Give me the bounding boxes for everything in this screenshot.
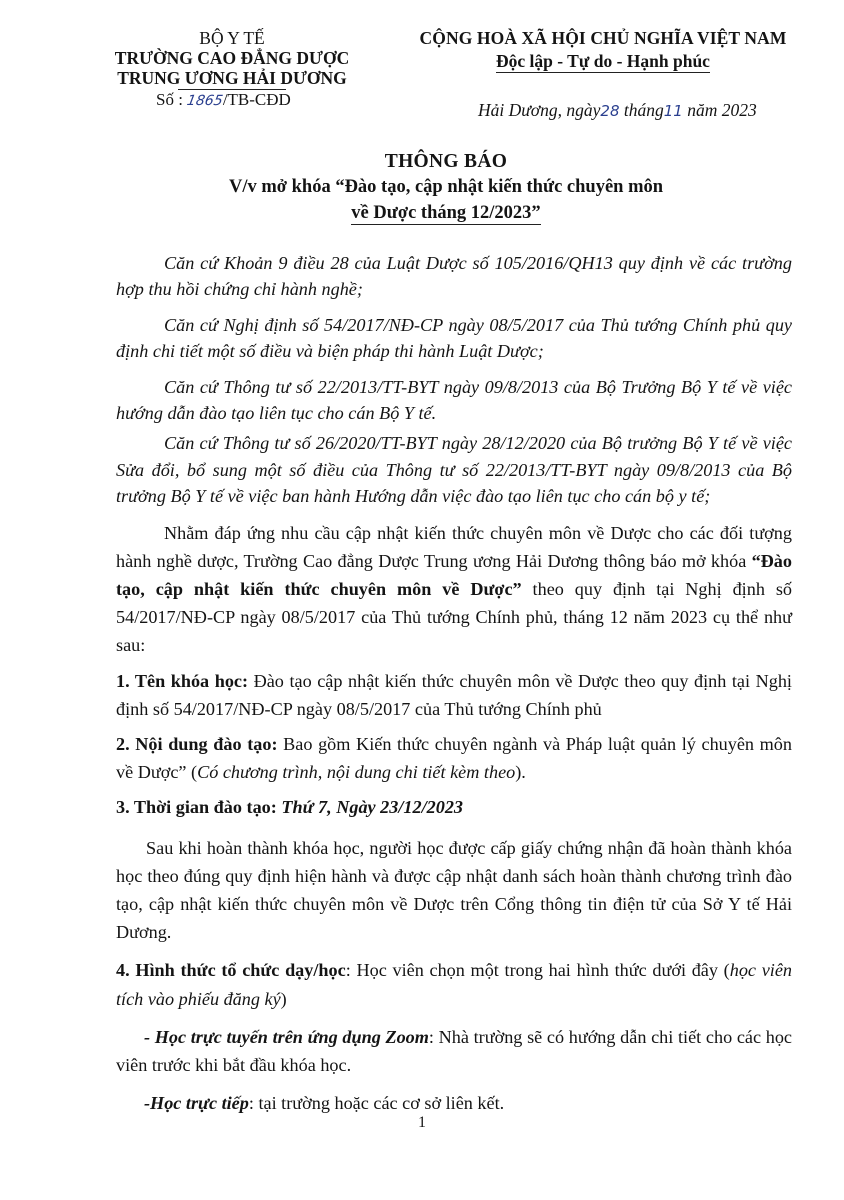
issuer-header: [98, 28, 366, 110]
intro-part1: Nhằm đáp ứng nhu cầu cập nhật kiến thức chuyên môn về Dược cho các đối tượng hành nghề dược, Trường Cao đẳng Dược Trung ương Hải Dương thông báo mở khóa: [116, 522, 792, 571]
item-schedule: [116, 793, 792, 821]
dateline-day: 28: [600, 102, 620, 120]
dateline-place: Hải Dương, ngày: [478, 100, 601, 120]
online-label: - Học trực tuyến trên ứng dụng Zoom: [144, 1026, 429, 1047]
item4-end: ): [280, 988, 287, 1009]
docno-handwritten: 1865: [185, 93, 225, 110]
direct-text: : tại trường hoặc các cơ sở liên kết.: [248, 1093, 505, 1114]
item4-italic: học viên tích vào phiếu đăng ký: [116, 960, 792, 1009]
online-text: : Nhà trường sẽ có hướng dẫn chi tiết cho các học viên trước khi bắt đầu khóa học.: [116, 1026, 792, 1075]
legal-basis-3: Căn cứ Thông tư số 22/2013/TT-BYT ngày 09/8/2013 của Bộ Trưởng Bộ Y tế về việc hướng dẫn đào tạo liên tục cho cán Bộ Y tế.: [116, 376, 792, 423]
dateline-year: năm 2023: [682, 100, 757, 120]
national-motto: Độc lập - Tự do - Hạnh phúc: [496, 50, 710, 71]
dateline: [478, 98, 808, 123]
title-line2: V/v mở khóa “Đào tạo, cập nhật kiến thức chuyên môn: [228, 177, 664, 198]
notice-body: [116, 250, 792, 1117]
item2-text: Bao gồm Kiến thức chuyên ngành và Pháp luật quản lý chuyên môn về Dược” (: [116, 733, 792, 783]
legal-basis-2: Căn cứ Nghị định số 54/2017/NĐ-CP ngày 08/5/2017 của Thủ tướng Chính phủ quy định chi tiết một số điều và biện pháp thi hành Luật Dược;: [116, 314, 792, 362]
item-content: [116, 730, 792, 786]
item3-label: 3. Thời gian đào tạo:: [116, 797, 277, 818]
item1-text: Đào tạo cập nhật kiến thức chuyên môn về Dược theo quy định tại Nghị định số 54/2017/NĐ-CP ngày 08/5/2017 của Thủ tướng Chính phủ: [116, 670, 792, 719]
document-number: [98, 90, 366, 110]
school-name-line1: TRƯỜNG CAO ĐẲNG DƯỢC: [114, 48, 350, 69]
direct-label: -Học trực tiếp: [144, 1093, 249, 1114]
title-line3: về Dược tháng 12/2023”: [351, 203, 540, 225]
docno-suffix: /TB-CĐD: [222, 90, 291, 110]
agency-name: BỘ Y TẾ: [199, 28, 265, 48]
item2-italic: Có chương trình, nội dung chi tiết kèm theo: [197, 762, 516, 783]
intro-part2: theo quy định tại Nghị định số 54/2017/NĐ-CP ngày 08/5/2017 của Thủ tướng Chính phủ, tháng 12 năm 2023 cụ thể như sau:: [116, 578, 792, 656]
title-line1: THÔNG BÁO: [384, 151, 508, 172]
item-format: [116, 956, 792, 1012]
nation-title: CỘNG HOÀ XÃ HỘI CHỦ NGHĨA VIỆT NAM: [419, 28, 787, 48]
online-option: [116, 1023, 792, 1079]
item3-value: Thứ 7, Ngày 23/12/2023: [276, 797, 464, 818]
page-number: 1: [418, 1114, 426, 1131]
item4-label: 4. Hình thức tổ chức dạy/học: [116, 960, 346, 981]
legal-basis-1: Căn cứ Khoản 9 điều 28 của Luật Dược số 105/2016/QH13 quy định về các trường hợp thu hồi chứng chỉ hành nghề;: [116, 253, 792, 300]
legal-basis-4: Căn cứ Thông tư số 26/2020/TT-BYT ngày 28/12/2020 của Bộ trưởng Bộ Y tế về việc Sửa đổi, bổ sung một số điều của Thông tư số 22/2013/TT-BYT ngày 09/8/2013 của Bộ trưởng Bộ Y tế về việc ban hành Hướng dẫn việc đào tạo liên tục cho cán bộ y tế;: [116, 433, 792, 507]
intro-paragraph: [116, 519, 792, 660]
item4-text: : Học viên chọn một trong hai hình thức dưới đây (: [345, 960, 730, 981]
dateline-month: 11: [663, 102, 683, 120]
dateline-month-label: tháng: [619, 100, 664, 120]
notice-title: [150, 148, 742, 227]
item2-end: ).: [515, 762, 526, 783]
completion-paragraph: Sau khi hoàn thành khóa học, người học được cấp giấy chứng nhận đã hoàn thành khóa học theo đúng quy định hiện hành và được cập nhật danh sách hoàn thành chương trình đào tạo, cập nhật kiến thức chuyên môn về Dược trên Cổng thông tin điện tử của Sở Y tế Hải Dương.: [116, 837, 792, 943]
item-course-name: [116, 667, 792, 723]
item1-label: 1. Tên khóa học:: [116, 670, 249, 691]
item2-label: 2. Nội dung đào tạo:: [116, 733, 278, 754]
docno-prefix: Số :: [156, 90, 188, 110]
national-header: [398, 28, 808, 73]
school-name-line2: TRUNG ƯƠNG HẢI DƯƠNG: [117, 68, 347, 89]
intro-course-name: “Đào tạo, cập nhật kiến thức chuyên môn về Dược”: [116, 550, 792, 599]
